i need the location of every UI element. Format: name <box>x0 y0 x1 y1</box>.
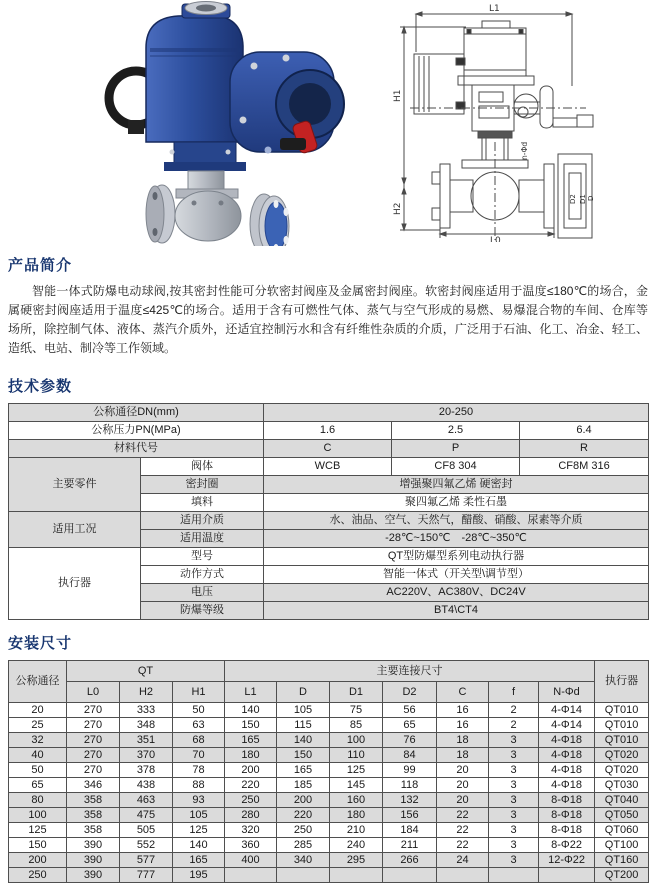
table-row <box>9 838 649 853</box>
table-cell: 填料 <box>141 494 264 512</box>
table-cell: 4-Φ14 <box>539 703 595 718</box>
table-cell: 密封圈 <box>141 476 264 494</box>
table-cell: 270 <box>67 718 120 733</box>
header-cell: L0 <box>67 682 120 703</box>
table-cell: 105 <box>173 808 225 823</box>
table-cell: 公称压力PN(MPa) <box>9 422 264 440</box>
table-cell: 3 <box>489 733 539 748</box>
table-cell: 165 <box>277 763 330 778</box>
table-row <box>9 733 649 748</box>
table-cell: 88 <box>173 778 225 793</box>
table-cell: QT050 <box>595 808 649 823</box>
table-cell: 3 <box>489 823 539 838</box>
table-cell: 110 <box>330 748 383 763</box>
table-cell: 270 <box>67 763 120 778</box>
table-row <box>9 763 649 778</box>
table-cell: 50 <box>173 703 225 718</box>
header-cell: 执行器 <box>595 661 649 703</box>
table-cell: 210 <box>330 823 383 838</box>
table-cell: 200 <box>225 763 277 778</box>
table-cell: 346 <box>67 778 120 793</box>
table-cell <box>383 868 437 883</box>
table-cell: 295 <box>330 853 383 868</box>
table-cell <box>489 868 539 883</box>
table-cell: 增强聚四氟乙烯 硬密封 <box>264 476 649 494</box>
table-cell: 280 <box>225 808 277 823</box>
table-cell: 3 <box>489 853 539 868</box>
table-cell: C <box>264 440 392 458</box>
table-cell: 8-Φ18 <box>539 793 595 808</box>
table-cell: 165 <box>225 733 277 748</box>
table-cell: QT010 <box>595 718 649 733</box>
table-cell: 16 <box>437 718 489 733</box>
table-cell: 执行器 <box>9 548 141 620</box>
table-cell: 4-Φ18 <box>539 778 595 793</box>
table-cell: 577 <box>120 853 173 868</box>
table-cell <box>330 868 383 883</box>
table-cell: 50 <box>9 763 67 778</box>
table-cell: BT4\CT4 <box>264 602 649 620</box>
table-cell: 75 <box>330 703 383 718</box>
table-cell: 438 <box>120 778 173 793</box>
table-cell: 270 <box>67 703 120 718</box>
table-cell: 250 <box>9 868 67 883</box>
table-cell: 材料代号 <box>9 440 264 458</box>
table-cell: 适用介质 <box>141 512 264 530</box>
table-cell: 105 <box>277 703 330 718</box>
table-cell: 156 <box>383 808 437 823</box>
product-photo <box>58 0 380 246</box>
table-cell: QT020 <box>595 748 649 763</box>
table-cell: 125 <box>173 823 225 838</box>
table-cell: 552 <box>120 838 173 853</box>
table-row <box>9 512 649 530</box>
table-cell: 195 <box>173 868 225 883</box>
table-cell: 360 <box>225 838 277 853</box>
table-cell: 8-Φ22 <box>539 838 595 853</box>
table-row <box>9 458 649 476</box>
table-cell: 40 <box>9 748 67 763</box>
table-cell: 3 <box>489 808 539 823</box>
dim-label-d1: D1 <box>579 194 587 204</box>
table-cell: 70 <box>173 748 225 763</box>
table-cell: 358 <box>67 823 120 838</box>
table-row <box>9 440 649 458</box>
table-cell: 2 <box>489 703 539 718</box>
table-cell: 20 <box>437 793 489 808</box>
table-cell: CF8M 316 <box>520 458 649 476</box>
table-cell: 358 <box>67 808 120 823</box>
table-cell: 100 <box>330 733 383 748</box>
tech-params-table <box>8 403 649 620</box>
table-cell: 160 <box>330 793 383 808</box>
table-cell: 18 <box>437 733 489 748</box>
table-cell: 型号 <box>141 548 264 566</box>
header-cell: L1 <box>225 682 277 703</box>
dim-label-l1: L1 <box>489 4 500 14</box>
top-images <box>0 0 656 246</box>
table-row <box>9 703 649 718</box>
table-cell: 358 <box>67 793 120 808</box>
table-cell: 220 <box>277 808 330 823</box>
table-row <box>9 793 649 808</box>
table-cell: 250 <box>277 823 330 838</box>
table-cell <box>437 868 489 883</box>
table-cell: QT100 <box>595 838 649 853</box>
table-cell: QT型防爆型系列电动执行器 <box>264 548 649 566</box>
table-cell: 348 <box>120 718 173 733</box>
table-cell: 水、油品、空气、天然气，醋酸、硝酸、尿素等介质 <box>264 512 649 530</box>
table-cell: 150 <box>277 748 330 763</box>
table-cell: 6.4 <box>520 422 649 440</box>
table-row <box>9 404 649 422</box>
table-cell: 185 <box>277 778 330 793</box>
intro-paragraph: 智能一体式防爆电动球阀,按其密封性能可分软密封阀座及金属密封阀座。软密封阀座适用于温度≤180℃的场合，金属硬密封阀座适用于温度≤425℃的场合。适用于含有可燃性气体、蒸气与空气形成的易燃、易爆混合物的车间、仓库等场所，除控制气体、液体、蒸汽介质外，还适宜控制污水和含有纤维性杂质的介质，广泛用于石油、化工、冶金、轻工、造纸、电站、制冷等工作领域。 <box>8 284 648 355</box>
dim-label-d2: D2 <box>569 194 577 204</box>
table-cell: 85 <box>330 718 383 733</box>
table-cell: 505 <box>120 823 173 838</box>
table-cell: 12-Φ22 <box>539 853 595 868</box>
table-cell: 适用温度 <box>141 530 264 548</box>
table-row <box>9 868 649 883</box>
table-header-row <box>9 661 649 682</box>
header-cell: H2 <box>120 682 173 703</box>
table-cell: 333 <box>120 703 173 718</box>
table-cell: 25 <box>9 718 67 733</box>
table-cell: 2 <box>489 718 539 733</box>
table-cell: 351 <box>120 733 173 748</box>
table-cell: QT010 <box>595 703 649 718</box>
dim-label-h2: H2 <box>393 202 403 215</box>
table-cell: 125 <box>330 763 383 778</box>
header-cell: H1 <box>173 682 225 703</box>
table-cell: 65 <box>383 718 437 733</box>
table-cell: 3 <box>489 838 539 853</box>
table-cell: AC220V、AC380V、DC24V <box>264 584 649 602</box>
dim-label-l0: L0 <box>490 236 501 242</box>
table-cell: 56 <box>383 703 437 718</box>
table-cell: 68 <box>173 733 225 748</box>
table-cell: 2.5 <box>392 422 520 440</box>
table-cell: QT160 <box>595 853 649 868</box>
dim-label-n-phi-d: n-Φd <box>520 141 529 160</box>
table-row <box>9 422 649 440</box>
table-cell: 475 <box>120 808 173 823</box>
table-cell: 378 <box>120 763 173 778</box>
table-cell: 84 <box>383 748 437 763</box>
table-cell: 智能一体式（开关型\调节型） <box>264 566 649 584</box>
install-dims-section-title: 安装尺寸 <box>8 635 73 652</box>
table-cell: R <box>520 440 649 458</box>
table-cell: 270 <box>67 748 120 763</box>
table-cell: 777 <box>120 868 173 883</box>
table-cell: 463 <box>120 793 173 808</box>
table-cell: 4-Φ18 <box>539 733 595 748</box>
table-cell: 150 <box>9 838 67 853</box>
table-cell: 3 <box>489 778 539 793</box>
table-cell: 165 <box>173 853 225 868</box>
table-cell: WCB <box>264 458 392 476</box>
table-cell: 200 <box>9 853 67 868</box>
table-cell: 主要零件 <box>9 458 141 512</box>
table-cell: 20 <box>437 763 489 778</box>
table-cell: QT060 <box>595 823 649 838</box>
tech-params-section-title: 技术参数 <box>8 378 73 395</box>
table-row <box>9 548 649 566</box>
table-cell: 65 <box>9 778 67 793</box>
table-cell: 266 <box>383 853 437 868</box>
table-cell: 公称通径DN(mm) <box>9 404 264 422</box>
table-cell: 180 <box>330 808 383 823</box>
table-cell: 125 <box>9 823 67 838</box>
table-cell: 93 <box>173 793 225 808</box>
table-cell: 340 <box>277 853 330 868</box>
table-cell: QT200 <box>595 868 649 883</box>
table-cell: 3 <box>489 748 539 763</box>
table-cell: 270 <box>67 733 120 748</box>
table-cell: 1.6 <box>264 422 392 440</box>
header-cell: f <box>489 682 539 703</box>
table-cell: 8-Φ18 <box>539 823 595 838</box>
table-cell: QT030 <box>595 778 649 793</box>
table-cell: 320 <box>225 823 277 838</box>
table-cell <box>277 868 330 883</box>
table-cell: 动作方式 <box>141 566 264 584</box>
header-cell: 公称通径 <box>9 661 67 703</box>
table-cell: 18 <box>437 748 489 763</box>
table-cell: 22 <box>437 838 489 853</box>
table-cell: 240 <box>330 838 383 853</box>
table-cell: 4-Φ18 <box>539 748 595 763</box>
table-cell: 132 <box>383 793 437 808</box>
table-cell: QT040 <box>595 793 649 808</box>
table-cell: 8-Φ18 <box>539 808 595 823</box>
table-cell: 63 <box>173 718 225 733</box>
table-cell <box>225 868 277 883</box>
table-cell: 140 <box>173 838 225 853</box>
table-cell: 76 <box>383 733 437 748</box>
table-cell: 250 <box>225 793 277 808</box>
install-dims-table <box>8 660 649 883</box>
table-row <box>9 718 649 733</box>
table-cell: 285 <box>277 838 330 853</box>
technical-drawing <box>386 2 652 242</box>
header-cell: D1 <box>330 682 383 703</box>
intro-section-title: 产品简介 <box>8 257 73 274</box>
table-row <box>9 823 649 838</box>
table-cell: 20 <box>9 703 67 718</box>
header-cell: QT <box>67 661 225 682</box>
table-cell: 180 <box>225 748 277 763</box>
table-cell: 400 <box>225 853 277 868</box>
table-row <box>9 748 649 763</box>
table-row <box>9 808 649 823</box>
table-cell: 适用工况 <box>9 512 141 548</box>
table-cell: 99 <box>383 763 437 778</box>
table-cell: -28℃~150℃ -28℃~350℃ <box>264 530 649 548</box>
table-cell: 220 <box>225 778 277 793</box>
header-cell: C <box>437 682 489 703</box>
table-cell: 140 <box>277 733 330 748</box>
table-cell: 390 <box>67 838 120 853</box>
table-cell: 118 <box>383 778 437 793</box>
table-cell: 211 <box>383 838 437 853</box>
table-cell: 140 <box>225 703 277 718</box>
table-cell: 20-250 <box>264 404 649 422</box>
table-cell: QT010 <box>595 733 649 748</box>
table-cell: 150 <box>225 718 277 733</box>
table-cell: 145 <box>330 778 383 793</box>
header-cell: 主要连接尺寸 <box>225 661 595 682</box>
table-cell: 电压 <box>141 584 264 602</box>
table-cell: 防爆等级 <box>141 602 264 620</box>
table-row <box>9 778 649 793</box>
table-cell: 聚四氟乙烯 柔性石墨 <box>264 494 649 512</box>
table-cell: 100 <box>9 808 67 823</box>
header-cell: D <box>277 682 330 703</box>
table-cell: 4-Φ14 <box>539 718 595 733</box>
table-cell: P <box>392 440 520 458</box>
table-cell: 390 <box>67 868 120 883</box>
table-cell: 16 <box>437 703 489 718</box>
table-cell: 24 <box>437 853 489 868</box>
header-cell: D2 <box>383 682 437 703</box>
table-cell: 184 <box>383 823 437 838</box>
table-cell: QT020 <box>595 763 649 778</box>
table-cell: 3 <box>489 763 539 778</box>
table-cell: 3 <box>489 793 539 808</box>
table-cell: 22 <box>437 823 489 838</box>
table-cell: 78 <box>173 763 225 778</box>
table-cell: 200 <box>277 793 330 808</box>
table-row <box>9 853 649 868</box>
table-cell: 80 <box>9 793 67 808</box>
table-cell: 370 <box>120 748 173 763</box>
table-cell: 20 <box>437 778 489 793</box>
header-cell: N-Φd <box>539 682 595 703</box>
dim-label-h1: H1 <box>393 89 403 102</box>
table-cell: CF8 304 <box>392 458 520 476</box>
table-header-row <box>9 682 649 703</box>
table-cell: 390 <box>67 853 120 868</box>
table-cell: 阀体 <box>141 458 264 476</box>
table-cell <box>539 868 595 883</box>
table-cell: 115 <box>277 718 330 733</box>
table-cell: 32 <box>9 733 67 748</box>
table-cell: 22 <box>437 808 489 823</box>
table-cell: 4-Φ18 <box>539 763 595 778</box>
dim-label-d: D <box>587 195 595 201</box>
